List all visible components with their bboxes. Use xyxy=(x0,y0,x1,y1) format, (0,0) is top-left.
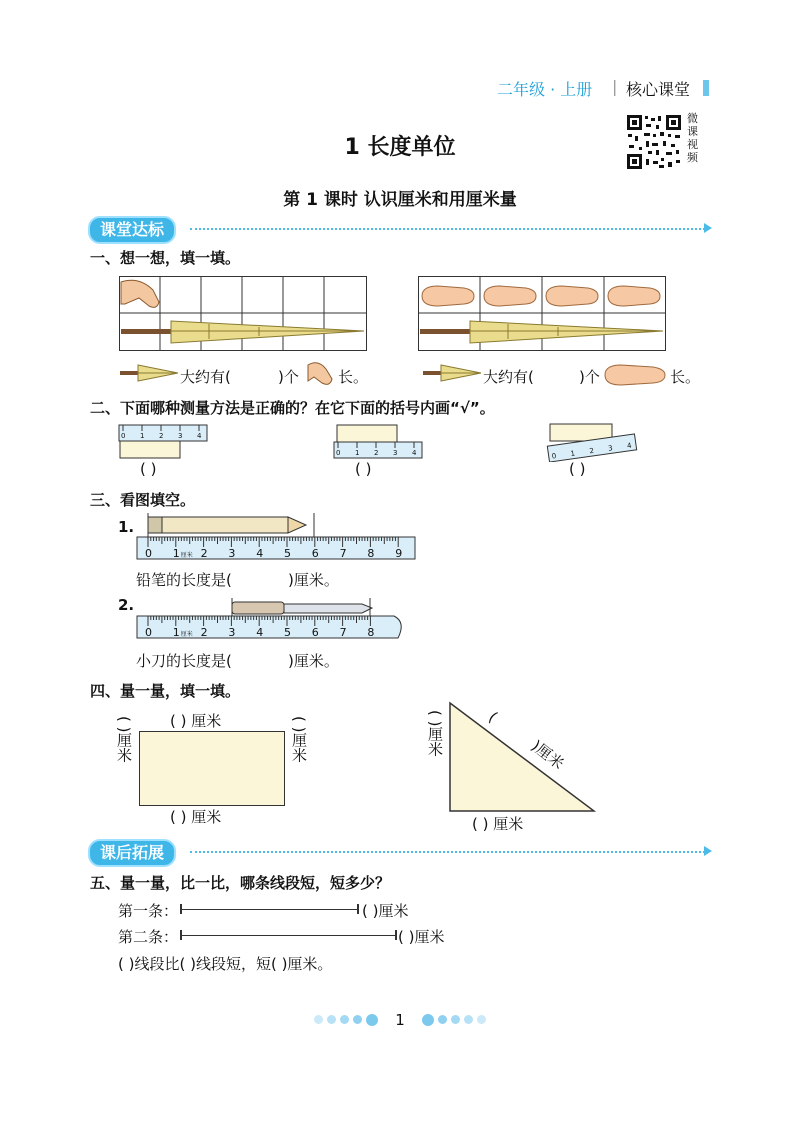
page-dot xyxy=(477,1015,486,1024)
ruler-label: 6 xyxy=(311,547,319,560)
ruler-label: 2 xyxy=(200,547,208,560)
page-dot xyxy=(353,1015,362,1024)
ruler-label: 7 xyxy=(339,626,347,639)
ruler-label: 3 xyxy=(228,626,236,639)
banner-divider xyxy=(190,228,705,230)
grade-label: 二年级 · 上册 xyxy=(497,80,593,99)
svg-text:3: 3 xyxy=(178,432,183,440)
page-dot xyxy=(340,1015,349,1024)
foot-grid-figure xyxy=(418,276,666,351)
svg-text:3: 3 xyxy=(607,444,614,453)
pencil-ruler-figure xyxy=(136,513,418,563)
ruler-label: 9 xyxy=(395,547,403,560)
svg-text:4: 4 xyxy=(412,449,417,457)
q3-heading: 三、看图填空。 xyxy=(90,491,196,509)
ruler-label: 0 xyxy=(145,547,152,560)
page-footer xyxy=(0,1010,800,1029)
svg-text:2: 2 xyxy=(588,446,595,456)
ruler-unit: 厘米 xyxy=(180,552,193,559)
triangle-bottom-answer[interactable]: ( ) 厘米 xyxy=(472,815,524,833)
class-banner: 课堂达标 xyxy=(88,216,176,244)
umbrella-icon xyxy=(421,363,483,383)
measure-option-a xyxy=(118,424,210,460)
svg-text:3: 3 xyxy=(393,449,398,457)
ruler-label: 3 xyxy=(228,547,236,560)
q3-item2-text-b: )厘米。 xyxy=(288,652,339,670)
page-dot xyxy=(438,1015,447,1024)
header-accent-bar xyxy=(703,80,709,96)
segment-second-end xyxy=(395,930,397,940)
svg-text:0: 0 xyxy=(551,452,557,461)
segment-second-start xyxy=(180,930,182,940)
ruler-label: 1 xyxy=(172,626,180,639)
ruler-label: 4 xyxy=(256,547,264,560)
knife-ruler-figure xyxy=(136,596,408,642)
q1-right-text-b: )个 xyxy=(579,368,600,386)
triangle-hyp-answer[interactable]: )厘米 xyxy=(527,736,568,774)
rectangle-shape xyxy=(139,731,285,806)
q3-item1-text-b: )厘米。 xyxy=(288,571,339,589)
ruler-unit: 厘米 xyxy=(180,631,193,638)
section-label: 核心课堂 xyxy=(626,80,691,99)
lesson-title: 第 1 课时 认识厘米和用厘米量 xyxy=(283,190,517,210)
svg-text:1: 1 xyxy=(570,449,576,458)
q3-item2-text-a: 小刀的长度是( xyxy=(136,652,232,670)
page-dot xyxy=(464,1015,473,1024)
page-dot xyxy=(327,1015,336,1024)
page-dot xyxy=(314,1015,323,1024)
q2-heading: 二、下面哪种测量方法是正确的？在它下面的括号内画“√”。 xyxy=(90,399,495,417)
rect-bottom-answer[interactable]: ( ) 厘米 xyxy=(170,808,222,826)
ruler-label: 7 xyxy=(339,547,347,560)
svg-text:2: 2 xyxy=(159,432,164,440)
compare-sentence[interactable]: ( )线段比( )线段短，短( )厘米。 xyxy=(118,955,333,973)
hand-icon xyxy=(304,359,336,389)
line1-answer[interactable]: ( )厘米 xyxy=(362,902,409,920)
ruler-label: 1 xyxy=(172,547,180,560)
ruler-label: 8 xyxy=(367,547,375,560)
measure-option-b xyxy=(333,424,425,460)
ruler-label: 6 xyxy=(311,626,319,639)
ruler-label: 8 xyxy=(367,626,375,639)
line2-answer[interactable]: ( )厘米 xyxy=(398,928,445,946)
umbrella-icon xyxy=(118,363,180,383)
svg-text:4: 4 xyxy=(197,432,202,440)
svg-text:2: 2 xyxy=(374,449,379,457)
svg-text:0: 0 xyxy=(336,449,341,457)
after-class-banner: 课后拓展 xyxy=(88,839,176,867)
arrow-right-icon xyxy=(704,223,712,233)
segment-first xyxy=(180,909,358,910)
ruler-label: 5 xyxy=(284,547,291,560)
q1-right-text-c: 长。 xyxy=(670,368,701,386)
q1-heading: 一、想一想，填一填。 xyxy=(90,249,241,267)
page-dot xyxy=(366,1014,378,1026)
page-dot xyxy=(422,1014,434,1026)
foot-icon xyxy=(603,363,667,387)
triangle-hyp-paren[interactable]: ( xyxy=(485,708,501,726)
option-a-paren[interactable]: ( ) xyxy=(140,460,157,478)
arrow-right-icon xyxy=(704,846,712,856)
svg-text:0: 0 xyxy=(121,432,126,440)
segment-first-start xyxy=(180,904,182,914)
rect-right-answer[interactable]: ( )厘米 xyxy=(290,716,308,763)
q4-heading: 四、量一量，填一填。 xyxy=(90,682,241,700)
qr-caption: 微课视频 xyxy=(687,112,698,164)
chapter-title: 1 长度单位 xyxy=(344,135,456,160)
line2-label: 第二条： xyxy=(118,928,179,946)
svg-text:4: 4 xyxy=(626,441,633,451)
line1-label: 第一条： xyxy=(118,902,179,920)
option-b-paren[interactable]: ( ) xyxy=(355,460,372,478)
hand-grid-figure xyxy=(119,276,367,351)
ruler-label: 4 xyxy=(256,626,264,639)
q1-left-text-a: 大约有( xyxy=(180,368,231,386)
header-separator: | xyxy=(612,77,618,96)
q3-item1-text-a: 铅笔的长度是( xyxy=(136,571,232,589)
ruler-label: 0 xyxy=(145,626,152,639)
option-c-paren[interactable]: ( ) xyxy=(569,460,586,478)
triangle-left-answer[interactable]: ( )厘米 xyxy=(426,710,444,757)
ruler-label: 5 xyxy=(284,626,291,639)
banner-divider xyxy=(190,851,705,853)
rect-top-answer[interactable]: ( ) 厘米 xyxy=(170,712,222,730)
q3-item2-number: 2. xyxy=(118,596,135,614)
svg-text:1: 1 xyxy=(355,449,360,457)
measure-option-c xyxy=(546,422,640,462)
segment-second xyxy=(180,935,396,936)
svg-text:1: 1 xyxy=(140,432,145,440)
triangle-shape xyxy=(448,701,596,813)
q1-right-text-a: 大约有( xyxy=(483,368,534,386)
q1-left-text-c: 长。 xyxy=(338,368,369,386)
ruler-label: 2 xyxy=(200,626,208,639)
q3-item1-number: 1. xyxy=(118,518,135,536)
q1-left-text-b: )个 xyxy=(278,368,299,386)
q5-heading: 五、量一量，比一比，哪条线段短，短多少？ xyxy=(90,874,391,892)
rect-left-answer[interactable]: ( )厘米 xyxy=(115,716,133,763)
page-number: 1 xyxy=(395,1010,405,1029)
page-dot xyxy=(451,1015,460,1024)
segment-first-end xyxy=(357,904,359,914)
